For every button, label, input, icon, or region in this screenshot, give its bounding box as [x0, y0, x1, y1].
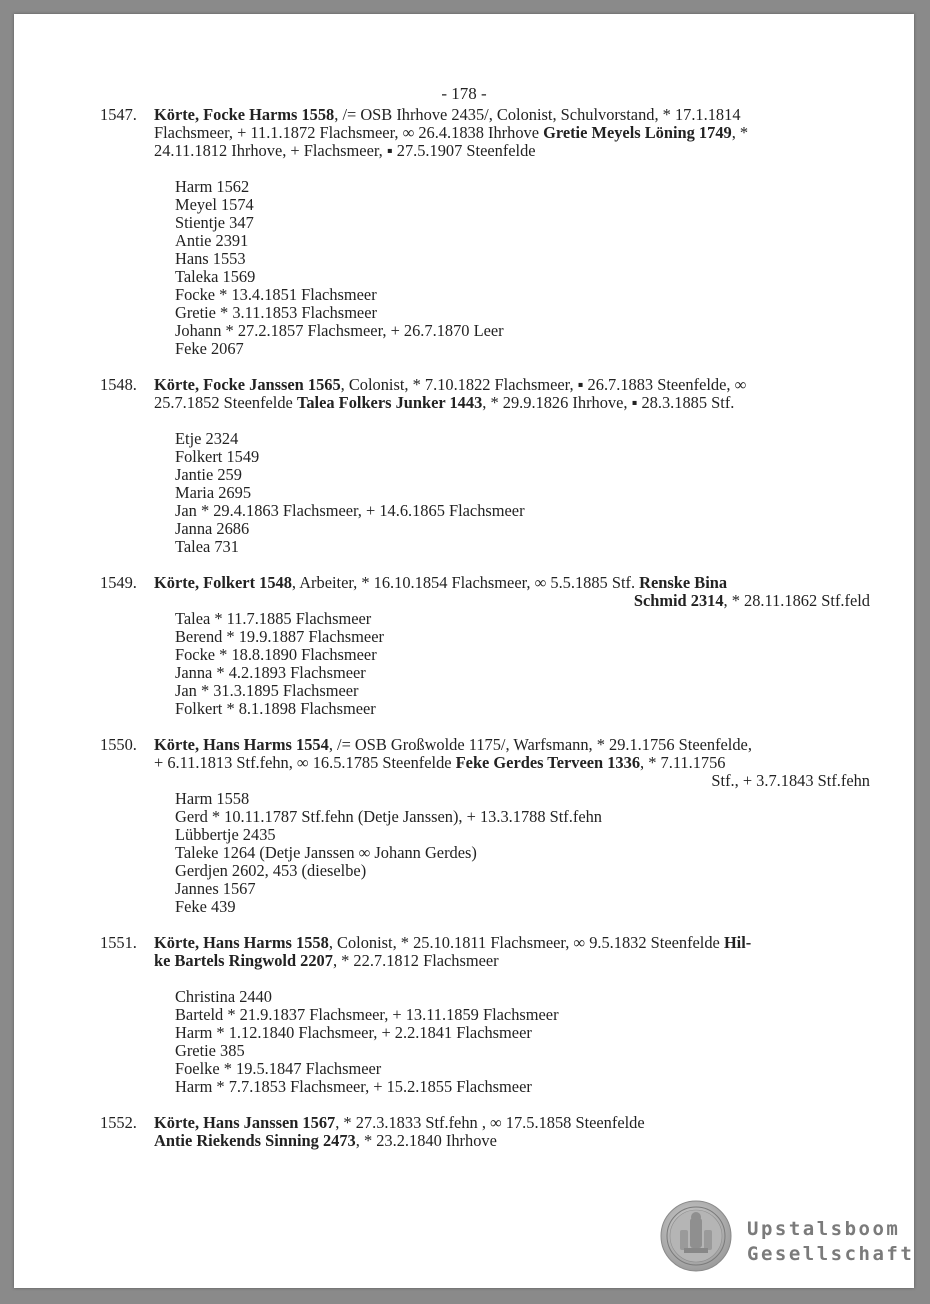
entry-number: 1550.	[100, 735, 137, 754]
children-list	[154, 988, 870, 1096]
entry-number: 1548.	[100, 375, 137, 394]
person-name: Körte, Focke Janssen 1565	[154, 375, 341, 394]
entry-number: 1552.	[100, 1113, 137, 1132]
child-item: Focke * 13.4.1851 Flachsmeer	[175, 285, 377, 304]
entry-line	[154, 142, 870, 160]
child-item: Taleka 1569	[175, 267, 256, 286]
entry-text: , * 29.9.1826 Ihrhove, ▪ 28.3.1885 Stf.	[482, 393, 735, 412]
child-item: Antie 2391	[175, 231, 249, 250]
person-name: Hil-	[723, 933, 752, 952]
entry-line	[154, 1132, 870, 1150]
child-item: Harm 1558	[175, 789, 250, 808]
entry-text: Stf., + 3.7.1843 Stf.fehn	[711, 771, 870, 790]
child-item: Feke 2067	[175, 339, 244, 358]
child-item: Janna 2686	[175, 519, 250, 538]
entry-text: , * 22.7.1812 Flachsmeer	[332, 951, 499, 970]
child-item: Harm * 7.7.1853 Flachsmeer, + 15.2.1855 Flachsmeer	[175, 1077, 532, 1096]
person-name: ke Bartels Ringwold 2207	[154, 951, 333, 970]
child-item: Taleke 1264 (Detje Janssen ∞ Johann Gerdes)	[175, 843, 477, 862]
entry-text: , Colonist, * 25.10.1811 Flachsmeer, ∞ 9.5.1832 Steenfelde	[328, 933, 724, 952]
children-list	[154, 610, 870, 718]
child-item: Feke 439	[175, 897, 236, 916]
children-list	[154, 790, 870, 916]
child-item: Hans 1553	[175, 249, 246, 268]
child-item: Lübbertje 2435	[175, 825, 276, 844]
entry-line	[154, 1114, 870, 1132]
person-name: Körte, Focke Harms 1558	[154, 105, 335, 124]
entry-heading	[154, 376, 870, 412]
child-item: Gerd * 10.11.1787 Stf.fehn (Detje Janssen), + 13.3.1788 Stf.fehn	[175, 807, 602, 826]
entry-text: 25.7.1852 Steenfelde	[154, 393, 297, 412]
person-name: Antie Riekends Sinning 2473	[154, 1131, 356, 1150]
child-item: Christina 2440	[175, 987, 272, 1006]
entry-line	[154, 736, 870, 754]
entry-text: , * 23.2.1840 Ihrhove	[355, 1131, 497, 1150]
entry-heading	[154, 1114, 870, 1150]
genealogy-entry	[100, 1114, 870, 1150]
child-item: Berend * 19.9.1887 Flachsmeer	[175, 627, 384, 646]
child-item: Talea 731	[175, 537, 239, 556]
entry-number: 1551.	[100, 933, 137, 952]
entry-text: , * 28.11.1862 Stf.feld	[723, 591, 870, 610]
person-name: Körte, Hans Harms 1554	[154, 735, 329, 754]
entry-text: , Colonist, * 7.10.1822 Flachsmeer, ▪ 26.7.1883 Steenfelde, ∞	[340, 375, 747, 394]
children-list	[154, 430, 870, 556]
society-line-1: Upstalsboom	[747, 1218, 901, 1240]
entry-line	[154, 592, 870, 610]
genealogy-entry	[100, 106, 870, 358]
entry-text: , /= OSB Großwolde 1175/, Warfsmann, * 29.1.1756 Steenfelde,	[328, 735, 752, 754]
entry-line	[154, 772, 870, 790]
child-item: Jannes 1567	[175, 879, 256, 898]
entry-line	[154, 574, 870, 592]
child-item: Barteld * 21.9.1837 Flachsmeer, + 13.11.1859 Flachsmeer	[175, 1005, 559, 1024]
person-name: Körte, Hans Janssen 1567	[154, 1113, 336, 1132]
genealogy-entries	[100, 106, 870, 1168]
child-item: Etje 2324	[175, 429, 239, 448]
child-item: Folkert 1549	[175, 447, 260, 466]
entry-text: 24.11.1812 Ihrhove, + Flachsmeer, ▪ 27.5.1907 Steenfelde	[154, 141, 536, 160]
child-item: Harm * 1.12.1840 Flachsmeer, + 2.2.1841 Flachsmeer	[175, 1023, 532, 1042]
child-item: Harm 1562	[175, 177, 250, 196]
entry-text: Flachsmeer, + 11.1.1872 Flachsmeer, ∞ 26.4.1838 Ihrhove	[154, 123, 544, 142]
entry-line	[154, 754, 870, 772]
child-item: Meyel 1574	[175, 195, 254, 214]
child-item: Janna * 4.2.1893 Flachsmeer	[175, 663, 366, 682]
child-item: Talea * 11.7.1885 Flachsmeer	[175, 609, 372, 628]
person-name: Renske Bina	[639, 573, 728, 592]
genealogy-entry	[100, 574, 870, 718]
genealogy-entry	[100, 736, 870, 916]
person-name: Talea Folkers Junker 1443	[296, 393, 483, 412]
child-item: Johann * 27.2.1857 Flachsmeer, + 26.7.1870 Leer	[175, 321, 504, 340]
genealogy-entry	[100, 376, 870, 556]
child-item: Foelke * 19.5.1847 Flachsmeer	[175, 1059, 382, 1078]
person-name: Körte, Folkert 1548	[154, 573, 292, 592]
children-list	[154, 178, 870, 358]
entry-heading	[154, 574, 870, 610]
child-item: Gretie 385	[175, 1041, 245, 1060]
entry-heading	[154, 934, 870, 970]
child-item: Gretie * 3.11.1853 Flachsmeer	[175, 303, 377, 322]
child-item: Folkert * 8.1.1898 Flachsmeer	[175, 699, 376, 718]
society-line-2: Gesellschaft	[747, 1243, 915, 1265]
entry-text: , * 27.3.1833 Stf.fehn , ∞ 17.5.1858 Steenfelde	[335, 1113, 645, 1132]
entry-line	[154, 124, 870, 142]
entry-line	[154, 934, 870, 952]
child-item: Maria 2695	[175, 483, 252, 502]
entry-text: + 6.11.1813 Stf.fehn, ∞ 16.5.1785 Steenfelde	[154, 753, 456, 772]
page-number: - 178 -	[441, 84, 487, 103]
entry-number: 1549.	[100, 573, 137, 592]
child-item: Stientje 347	[175, 213, 254, 232]
child-item: Jantie 259	[175, 465, 242, 484]
entry-text: , /= OSB Ihrhove 2435/, Colonist, Schulvorstand, * 17.1.1814	[334, 105, 741, 124]
person-name: Körte, Hans Harms 1558	[154, 933, 329, 952]
entry-text: , *	[731, 123, 749, 142]
entry-heading	[154, 106, 870, 160]
child-item: Jan * 29.4.1863 Flachsmeer, + 14.6.1865 Flachsmeer	[175, 501, 525, 520]
person-name: Schmid 2314	[633, 591, 724, 610]
genealogy-entry	[100, 934, 870, 1096]
entry-line	[154, 952, 870, 970]
seal-logo	[660, 1200, 732, 1272]
child-item: Jan * 31.3.1895 Flachsmeer	[175, 681, 359, 700]
person-name: Feke Gerdes Terveen 1336	[455, 753, 641, 772]
entry-text: , * 7.11.1756	[640, 753, 726, 772]
entry-number: 1547.	[100, 105, 137, 124]
entry-line	[154, 376, 870, 394]
society-name	[747, 1217, 914, 1267]
child-item: Focke * 18.8.1890 Flachsmeer	[175, 645, 377, 664]
entry-line	[154, 394, 870, 412]
document-page	[14, 14, 914, 1288]
entry-line	[154, 106, 870, 124]
entry-heading	[154, 736, 870, 790]
entry-text: , Arbeiter, * 16.10.1854 Flachsmeer, ∞ 5.5.1885 Stf.	[291, 573, 640, 592]
child-item: Gerdjen 2602, 453 (dieselbe)	[175, 861, 367, 880]
person-name: Gretie Meyels Löning 1749	[543, 123, 732, 142]
